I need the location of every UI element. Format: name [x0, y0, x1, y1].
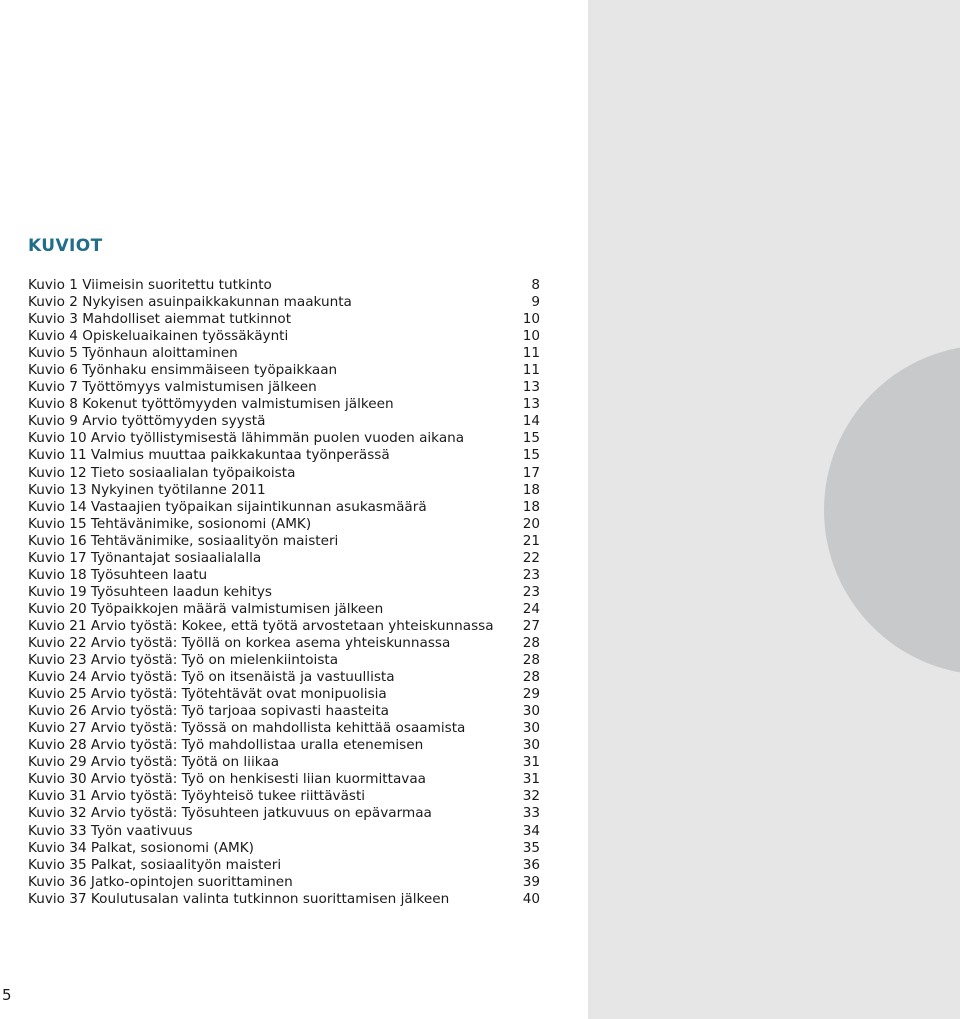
figure-list-item: [28, 737, 540, 754]
figure-page: 30: [522, 703, 540, 720]
figure-title: Kuvio 22 Arvio työstä: Työllä on korkea asema yhteiskunnassa: [28, 634, 451, 651]
figure-list-item: [28, 686, 540, 703]
figure-page: 21: [522, 532, 540, 549]
figure-page: 39: [522, 873, 540, 890]
figure-title: Kuvio 16 Tehtävänimike, sosiaalityön maisteri: [28, 532, 339, 549]
figure-title: Kuvio 13 Nykyinen työtilanne 2011: [28, 481, 266, 498]
figure-list-item: [28, 618, 540, 635]
figure-page: 23: [522, 566, 540, 583]
figure-page: 8: [531, 277, 540, 293]
figure-page: 13: [522, 379, 540, 396]
figure-title: Kuvio 1 Viimeisin suoritettu tutkinto: [28, 277, 272, 293]
figure-title: Kuvio 19 Työsuhteen laadun kehitys: [28, 583, 273, 600]
figure-title: Kuvio 6 Työnhaku ensimmäiseen työpaikkaan: [28, 362, 338, 379]
figure-page: 15: [522, 430, 540, 447]
figure-list-item: [28, 840, 540, 857]
figure-page: 33: [522, 805, 540, 822]
figure-title: Kuvio 17 Työnantajat sosiaalialalla: [28, 549, 262, 566]
figure-list-item: [28, 805, 540, 822]
figure-list-item: [28, 874, 540, 891]
figure-list-item: [28, 430, 540, 447]
figure-page: 35: [522, 839, 540, 856]
figure-title: Kuvio 11 Valmius muuttaa paikkakuntaa työnperässä: [28, 447, 390, 464]
figure-title: Kuvio 21 Arvio työstä: Kokee, että työtä arvostetaan yhteiskunnassa: [28, 617, 494, 634]
figure-list-item: [28, 771, 540, 788]
figure-title: Kuvio 20 Työpaikkojen määrä valmistumisen jälkeen: [28, 600, 384, 617]
figure-list-item: [28, 823, 540, 840]
figure-list-item: [28, 533, 540, 550]
figure-title: Kuvio 5 Työnhaun aloittaminen: [28, 345, 238, 362]
figure-page: 14: [522, 413, 540, 430]
figure-list-item: [28, 362, 540, 379]
figure-page: 28: [522, 652, 540, 669]
section-heading: KUVIOT: [28, 236, 103, 256]
figure-list-item: [28, 652, 540, 669]
figure-title: Kuvio 31 Arvio työstä: Työyhteisö tukee riittävästi: [28, 788, 366, 805]
figure-list-item: [28, 328, 540, 345]
figure-title: Kuvio 35 Palkat, sosiaalityön maisteri: [28, 856, 282, 873]
figure-list-item: [28, 550, 540, 567]
figure-list-item: [28, 703, 540, 720]
figure-list-item: [28, 294, 540, 311]
figure-page: 27: [522, 617, 540, 634]
figure-title: Kuvio 23 Arvio työstä: Työ on mielenkiintoista: [28, 652, 339, 669]
figure-list-item: [28, 465, 540, 482]
figure-page: 10: [522, 311, 540, 328]
figure-title: Kuvio 34 Palkat, sosionomi (AMK): [28, 839, 254, 856]
figure-page: 31: [522, 754, 540, 771]
figure-title: Kuvio 27 Arvio työstä: Työssä on mahdollista kehittää osaamista: [28, 720, 466, 737]
figure-title: Kuvio 9 Arvio työttömyyden syystä: [28, 413, 266, 430]
figure-page: 31: [522, 771, 540, 788]
figure-title: Kuvio 25 Arvio työstä: Työtehtävät ovat monipuolisia: [28, 686, 387, 703]
figure-list-item: [28, 413, 540, 430]
figure-page: 30: [522, 737, 540, 754]
figure-title: Kuvio 28 Arvio työstä: Työ mahdollistaa uralla etenemisen: [28, 737, 424, 754]
figure-list-item: [28, 584, 540, 601]
figure-list-item: [28, 857, 540, 874]
figure-page: 34: [522, 822, 540, 839]
figure-page: 20: [522, 515, 540, 532]
figure-page: 32: [522, 788, 540, 805]
figure-title: Kuvio 24 Arvio työstä: Työ on itsenäistä ja vastuullista: [28, 669, 395, 686]
figure-title: Kuvio 10 Arvio työllistymisestä lähimmän puolen vuoden aikana: [28, 430, 465, 447]
figure-list-item: [28, 891, 540, 908]
figure-page: 40: [522, 890, 540, 907]
figure-title: Kuvio 12 Tieto sosiaalialan työpaikoista: [28, 464, 296, 481]
figure-page: 18: [522, 481, 540, 498]
figure-title: Kuvio 18 Työsuhteen laatu: [28, 566, 208, 583]
figure-list-item: [28, 482, 540, 499]
figure-list-item: [28, 669, 540, 686]
side-panel: [588, 0, 960, 1019]
figure-page: 36: [522, 856, 540, 873]
page-number: 5: [2, 986, 12, 1004]
figure-list-item: [28, 311, 540, 328]
decorative-circle: [824, 345, 960, 675]
figure-list-item: [28, 601, 540, 618]
figure-list-item: [28, 635, 540, 652]
figure-page: 30: [522, 720, 540, 737]
figure-list-item: [28, 345, 540, 362]
figure-title: Kuvio 37 Koulutusalan valinta tutkinnon suorittamisen jälkeen: [28, 890, 450, 907]
figure-list-item: [28, 447, 540, 464]
figure-page: 22: [522, 549, 540, 566]
figure-page: 18: [522, 498, 540, 515]
figure-page: 15: [522, 447, 540, 464]
figure-title: Kuvio 2 Nykyisen asuinpaikkakunnan maakunta: [28, 294, 352, 311]
figure-list-item: [28, 277, 540, 294]
figure-page: 28: [522, 669, 540, 686]
figure-title: Kuvio 7 Työttömyys valmistumisen jälkeen: [28, 379, 317, 396]
figure-page: 11: [522, 362, 540, 379]
figure-page: 28: [522, 634, 540, 651]
figure-title: Kuvio 3 Mahdolliset aiemmat tutkinnot: [28, 311, 292, 328]
figure-list-item: [28, 754, 540, 771]
figure-list-item: [28, 379, 540, 396]
figure-page: 17: [522, 464, 540, 481]
figure-page: 10: [522, 328, 540, 345]
figure-list: [28, 277, 540, 908]
figure-title: Kuvio 4 Opiskeluaikainen työssäkäynti: [28, 328, 289, 345]
figure-title: Kuvio 36 Jatko-opintojen suorittaminen: [28, 873, 293, 890]
figure-list-item: [28, 788, 540, 805]
figure-title: Kuvio 15 Tehtävänimike, sosionomi (AMK): [28, 515, 312, 532]
figure-title: Kuvio 8 Kokenut työttömyyden valmistumisen jälkeen: [28, 396, 394, 413]
figure-page: 9: [531, 294, 540, 311]
figure-page: 11: [522, 345, 540, 362]
figure-page: 24: [522, 600, 540, 617]
figure-title: Kuvio 29 Arvio työstä: Työtä on liikaa: [28, 754, 280, 771]
figure-list-item: [28, 516, 540, 533]
figure-page: 29: [522, 686, 540, 703]
figure-page: 13: [522, 396, 540, 413]
figure-list-item: [28, 720, 540, 737]
figure-title: Kuvio 32 Arvio työstä: Työsuhteen jatkuvuus on epävarmaa: [28, 805, 432, 822]
figure-page: 23: [522, 583, 540, 600]
figure-list-item: [28, 499, 540, 516]
figure-list-item: [28, 567, 540, 584]
figure-title: Kuvio 14 Vastaajien työpaikan sijaintikunnan asukasmäärä: [28, 498, 427, 515]
figure-list-item: [28, 396, 540, 413]
figure-title: Kuvio 26 Arvio työstä: Työ tarjoaa sopivasti haasteita: [28, 703, 389, 720]
figure-title: Kuvio 30 Arvio työstä: Työ on henkisesti liian kuormittavaa: [28, 771, 426, 788]
figure-title: Kuvio 33 Työn vaativuus: [28, 822, 193, 839]
